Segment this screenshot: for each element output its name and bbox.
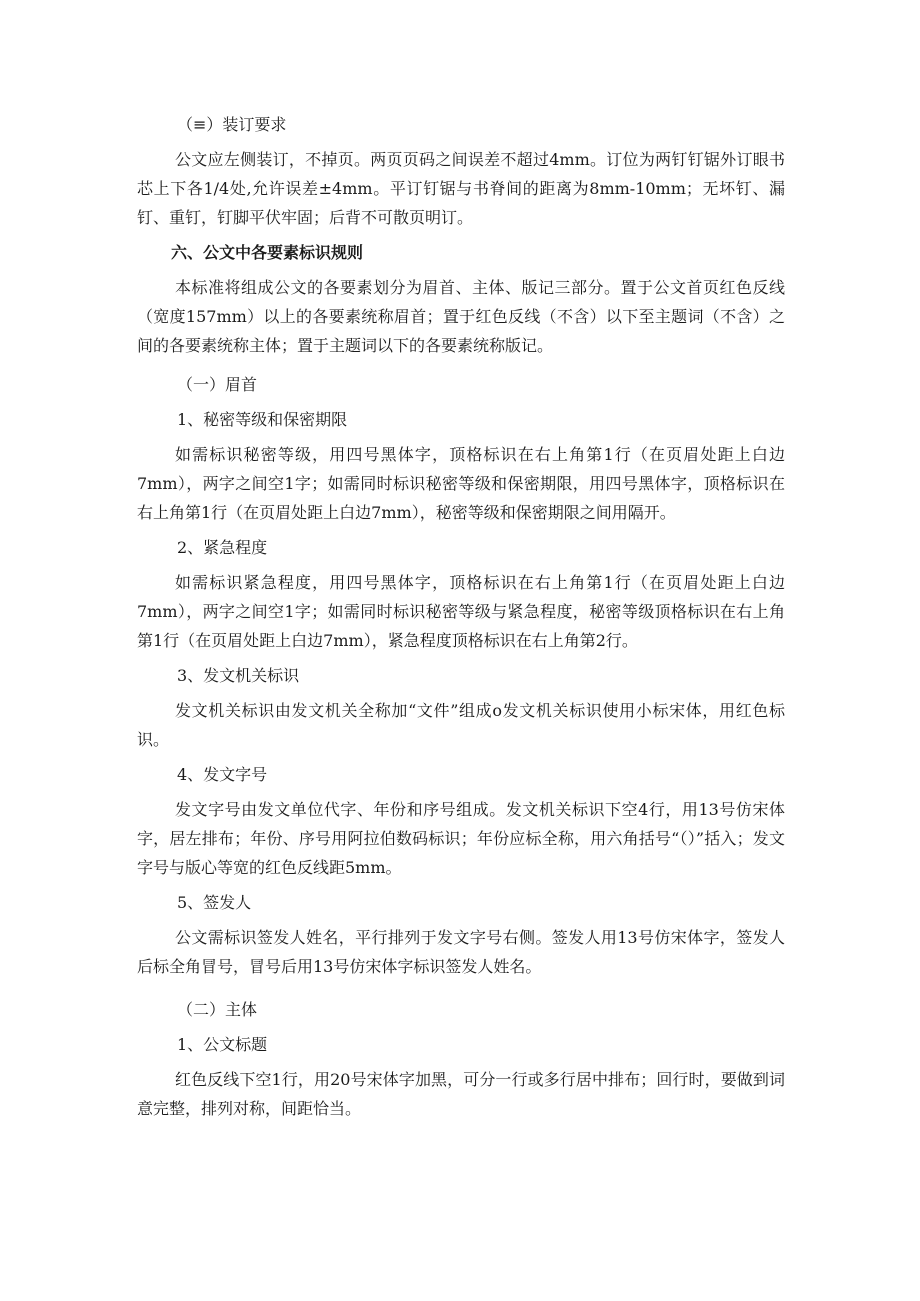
- section-heading-main-body: （二）主体: [177, 1000, 258, 1019]
- subheading-signer: 5、签发人: [177, 893, 252, 912]
- section-heading-header-part: （一）眉首: [177, 375, 258, 394]
- paragraph-document-title: 红色反线下空1行，用20号宋体字加黑，可分一行或多行居中排布；回行时，要做到词意完整，排列对称，间距恰当。: [137, 1070, 785, 1118]
- subheading-urgency: 2、紧急程度: [177, 538, 268, 557]
- paragraph-binding-requirements: 公文应左侧装订，不掉页。两页页码之间误差不超过4mm。订位为两钉钉锯外订眼书芯上下各1/4处,允许误差±4mm。平订钉锯与书脊间的距离为8mm-10mm；无坏钉、漏钉、重钉，钉脚平伏牢固；后背不可散页明订。: [137, 150, 785, 227]
- paragraph-urgency: 如需标识紧急程度，用四号黑体字，顶格标识在右上角第1行（在页眉处距上白边7mm），两字之间空1字；如需同时标识秘密等级与紧急程度，秘密等级顶格标识在右上角第1行（在页眉处距上白边7mm），紧急程度顶格标识在右上角第2行。: [137, 573, 785, 650]
- paragraph-element-division: 本标准将组成公文的各要素划分为眉首、主体、版记三部分。置于公文首页红色反线（宽度157mm）以上的各要素统称眉首；置于红色反线（不含）以下至主题词（不含）之间的各要素统称主体；置于主题词以下的各要素统称版记。: [137, 278, 785, 355]
- paragraph-issuing-authority: 发文机关标识由发文机关全称加“文件”组成o发文机关标识使用小标宋体，用红色标识。: [137, 701, 785, 749]
- subheading-issuing-authority: 3、发文机关标识: [177, 666, 300, 685]
- section-heading-binding: （≡）装订要求: [177, 115, 287, 134]
- paragraph-signer: 公文需标识签发人姓名，平行排列于发文字号右侧。签发人用13号仿宋体字，签发人后标全角冒号，冒号后用13号仿宋体字标识签发人姓名。: [137, 928, 785, 976]
- paragraph-secret-level: 如需标识秘密等级，用四号黑体字，顶格标识在右上角第1行（在页眉处距上白边7mm），两字之间空1字；如需同时标识秘密等级和保密期限，用四号黑体字，顶格标识在右上角第1行（在页眉处距上白边7mm），秘密等级和保密期限之间用隔开。: [137, 445, 785, 522]
- subheading-document-title: 1、公文标题: [177, 1035, 268, 1054]
- document-body: [137, 110, 785, 1123]
- subheading-secret-level: 1、秘密等级和保密期限: [177, 410, 348, 429]
- subheading-document-number: 4、发文字号: [177, 765, 268, 784]
- paragraph-document-number: 发文字号由发文单位代字、年份和序号组成。发文机关标识下空4行，用13号仿宋体字，居左排布；年份、序号用阿拉伯数码标识；年份应标全称，用六角括号“（）”括入；发文字号与版心等宽的红色反线距5mm。: [137, 800, 785, 877]
- chapter-heading-element-rules: 六、公文中各要素标识规则: [171, 243, 364, 262]
